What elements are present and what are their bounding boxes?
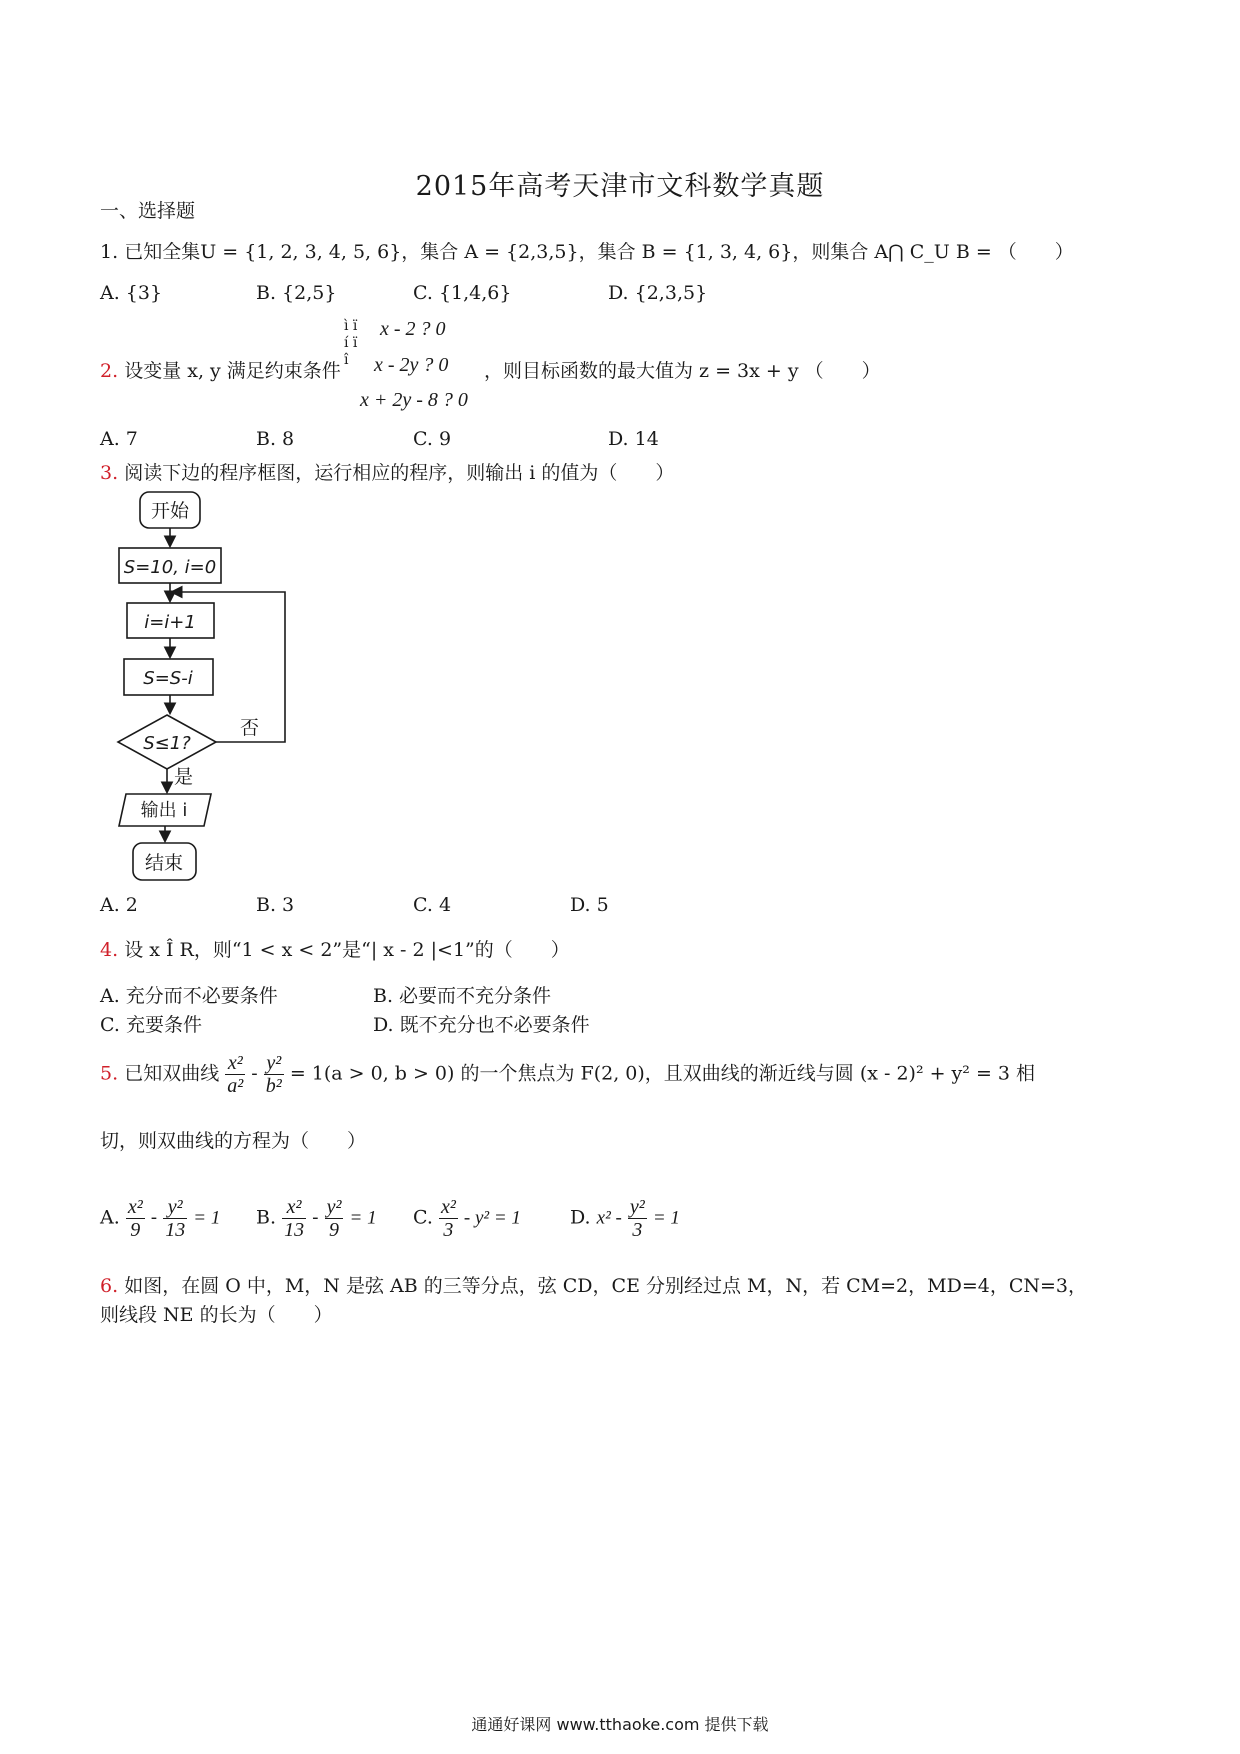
question-number: 6.	[100, 1275, 119, 1297]
q5-option-d: D. x² - $\frac{\text{y²}}{3}$ = 1	[570, 1196, 680, 1241]
option-b: B. {2,5}	[256, 282, 337, 304]
fraction-y2-b2: $\frac{\text{y²}}{\text{b²}}$	[265, 1052, 282, 1097]
footer-credit: 通通好课网 www.tthaoke.com 提供下载	[471, 1715, 769, 1734]
section-heading: 一、选择题	[100, 200, 196, 222]
question-text: 已知全集U = {1, 2, 3, 4, 5, 6}，集合 A = {2,3,5}，集合 B = {1, 3, 4, 6}，则集合 A⋂ C_U B = （ ）	[124, 241, 1074, 263]
option-c: C. 9	[413, 428, 452, 450]
question-number: 2.	[100, 360, 119, 382]
option-b: B. 3	[256, 894, 295, 916]
flow-decision-label: S≤1?	[143, 733, 191, 754]
brace-glyphs: ì ï í ï î	[344, 318, 358, 368]
question-6	[100, 1271, 1087, 1298]
question-text: 设 x Î R，则“1 < x < 2”是“| x - 2 |<1”的（ ）	[124, 939, 570, 961]
question-1	[100, 237, 1074, 264]
flow-sub-label: S=S-i	[143, 668, 193, 689]
option-a: A. 充分而不必要条件	[100, 985, 278, 1007]
fraction-x2-a2: $\frac{\text{x²}}{\text{a²}}$	[227, 1052, 244, 1097]
option-a: A. {3}	[100, 282, 163, 304]
question-number: 1.	[100, 241, 119, 263]
constraint-3: x + 2y - 8 ? 0	[360, 389, 468, 411]
option-d: D. 14	[608, 428, 659, 450]
flow-output-label: 输出 i	[140, 800, 188, 821]
question-text: = 1(a > 0, b > 0) 的一个焦点为 F(2, 0)，且双曲线的渐近线与圆 (x - 2)² + y² = 3 相	[289, 1062, 1036, 1085]
question-text: 如图，在圆 O 中，M，N 是弦 AB 的三等分点，弦 CD，CE 分别经过点 M，N，若 CM=2，MD=4，CN=3，	[124, 1275, 1088, 1297]
question-text: 设变量 x, y 满足约束条件	[124, 360, 341, 382]
question-6-line2: 则线段 NE 的长为（ ）	[100, 1304, 333, 1326]
flow-start-label: 开始	[150, 500, 190, 522]
option-c: C. {1,4,6}	[413, 282, 512, 304]
flow-inc-label: i=i+1	[144, 612, 196, 633]
question-5: 5. 已知双曲线 $\frac{\text{x²}}{\text{a²}}$ - $\frac{\text{y²}}{\text{b²}}$ = 1(a > 0, b > 0) 的一个焦点为 F(2, 0)，且双曲线的渐近线与圆 (x - 2)² + y² = 3 相	[100, 1052, 1036, 1097]
flowchart	[110, 488, 310, 888]
option-c: C. 4	[413, 894, 452, 916]
question-text: 阅读下边的程序框图，运行相应的程序，则输出 i 的值为（ ）	[124, 462, 675, 484]
option-c: C. 充要条件	[100, 1014, 202, 1036]
question-2-tail: ，则目标函数的最大值为 z = 3x + y （ ）	[484, 360, 881, 382]
option-a: A. 7	[100, 428, 138, 450]
constraint-2: x - 2y ? 0	[374, 354, 449, 376]
question-lead: 已知双曲线	[124, 1062, 220, 1085]
flow-no-label: 否	[240, 717, 260, 739]
flow-yes-label: 是	[174, 766, 194, 788]
q5-option-a: A. $\frac{\text{x²}}{9}$ - $\frac{\text{y²}}{13}$ = 1	[100, 1196, 221, 1241]
page-title: 2015年高考天津市文科数学真题	[415, 171, 825, 202]
option-b: B. 8	[256, 428, 295, 450]
option-d: D. {2,3,5}	[608, 282, 708, 304]
question-number: 3.	[100, 462, 119, 484]
question-4	[100, 935, 570, 962]
flow-init-label: S=10, i=0	[123, 557, 217, 578]
option-d: D. 既不充分也不必要条件	[373, 1014, 590, 1036]
q5-option-b: B. $\frac{\text{x²}}{13}$ - $\frac{\text{y²}}{9}$ = 1	[256, 1196, 377, 1241]
flow-end-label: 结束	[144, 852, 184, 874]
question-2	[100, 356, 341, 383]
q5-option-c: C. $\frac{\text{x²}}{3}$ - y² = 1	[413, 1196, 521, 1241]
option-d: D. 5	[570, 894, 609, 916]
question-number: 4.	[100, 939, 119, 961]
question-5-line2: 切，则双曲线的方程为（ ）	[100, 1130, 367, 1152]
option-a: A. 2	[100, 894, 138, 916]
constraint-1: x - 2 ? 0	[380, 318, 446, 340]
option-b: B. 必要而不充分条件	[373, 985, 552, 1007]
question-number: 5.	[100, 1062, 119, 1085]
question-3	[100, 458, 674, 485]
